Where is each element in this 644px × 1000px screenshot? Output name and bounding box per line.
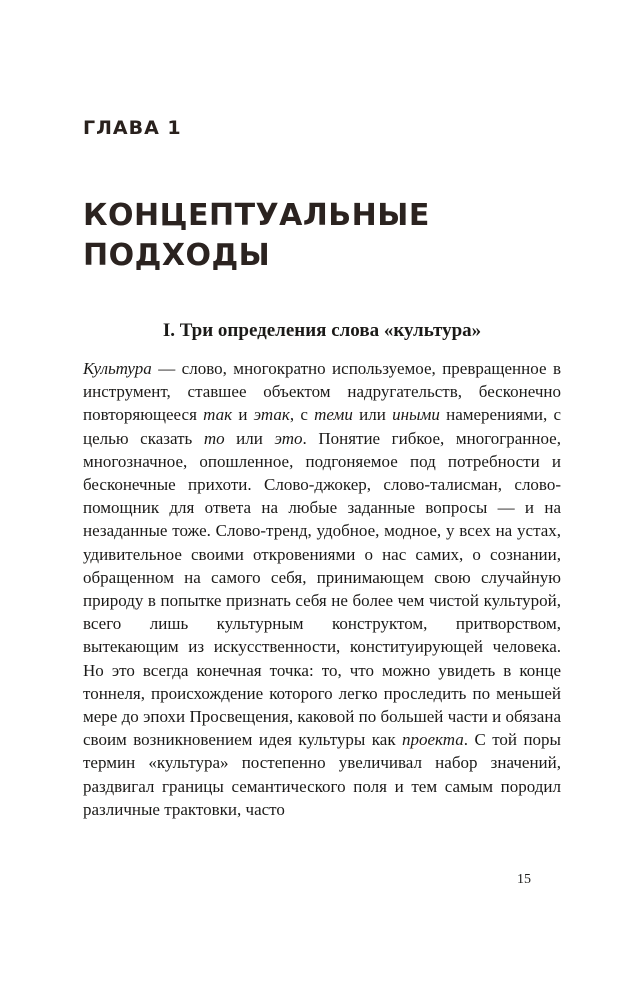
chapter-title [83, 196, 430, 276]
paragraph-segment: то [203, 428, 225, 448]
chapter-title-line-1: КОНЦЕПТУАЛЬНЫЕ [83, 198, 430, 233]
paragraph-segment: . Понятие гибкое, многогранное, многозначное, опошленное, подгоняемое под потребности и бесконечные прихоти. Слово-джокер, слово-талисман, слово-помощник для ответа на любые заданные вопросы — и на незаданные тоже. Слово-тренд, удобное, модное, у всех на устах, удивительное своими откровениями о нас самих, о сознании, обращенном на самого себя, принимающем свою случайную природу в попытке признать себя не более чем чистой культурой, всего лишь культурным конструктом, притворством, вытекающим из искусственности, конституирующей человека. Но это всегда конечная точка: то, что можно увидеть в конце тоннеля, происхождение которого легко проследить по меньшей мере до эпохи Просвещения, каковой по большей части и обязана своим возникновением идея культуры как [83, 428, 561, 750]
paragraph-segment: или [224, 428, 275, 448]
chapter-label: ГЛАВА 1 [83, 117, 182, 139]
paragraph-segment: иными [392, 405, 440, 425]
paragraph-segment: это [274, 428, 303, 448]
paragraph-segment: — слово, многократно используемое, превращенное в инструмент, ставшее объектом надругательств, бесконечно повторяющееся [83, 359, 561, 425]
paragraph-segment: или [352, 405, 393, 425]
paragraph-segment: Культура [83, 359, 152, 378]
paragraph-segment: теми [314, 405, 353, 425]
page-number: 15 [517, 872, 531, 887]
paragraph-segment: проекта [402, 730, 464, 750]
paragraph-segment: и [232, 405, 254, 425]
paragraph-segment: этак [253, 405, 290, 425]
paragraph-segment: так [203, 405, 233, 425]
body-paragraph [83, 357, 561, 821]
section-heading: I. Три определения слова «культура» [162, 320, 482, 341]
paragraph-segment: намерениями, с целью сказать [83, 405, 561, 448]
chapter-title-line-2: ПОДХОДЫ [83, 238, 271, 273]
paragraph-segment: , с [289, 405, 315, 425]
paragraph-segment: . С той поры термин «культура» постепенно увеличивал набор значений, раздвигал границы семантического поля и тем самым породил различные трактовки, часто [83, 730, 561, 819]
